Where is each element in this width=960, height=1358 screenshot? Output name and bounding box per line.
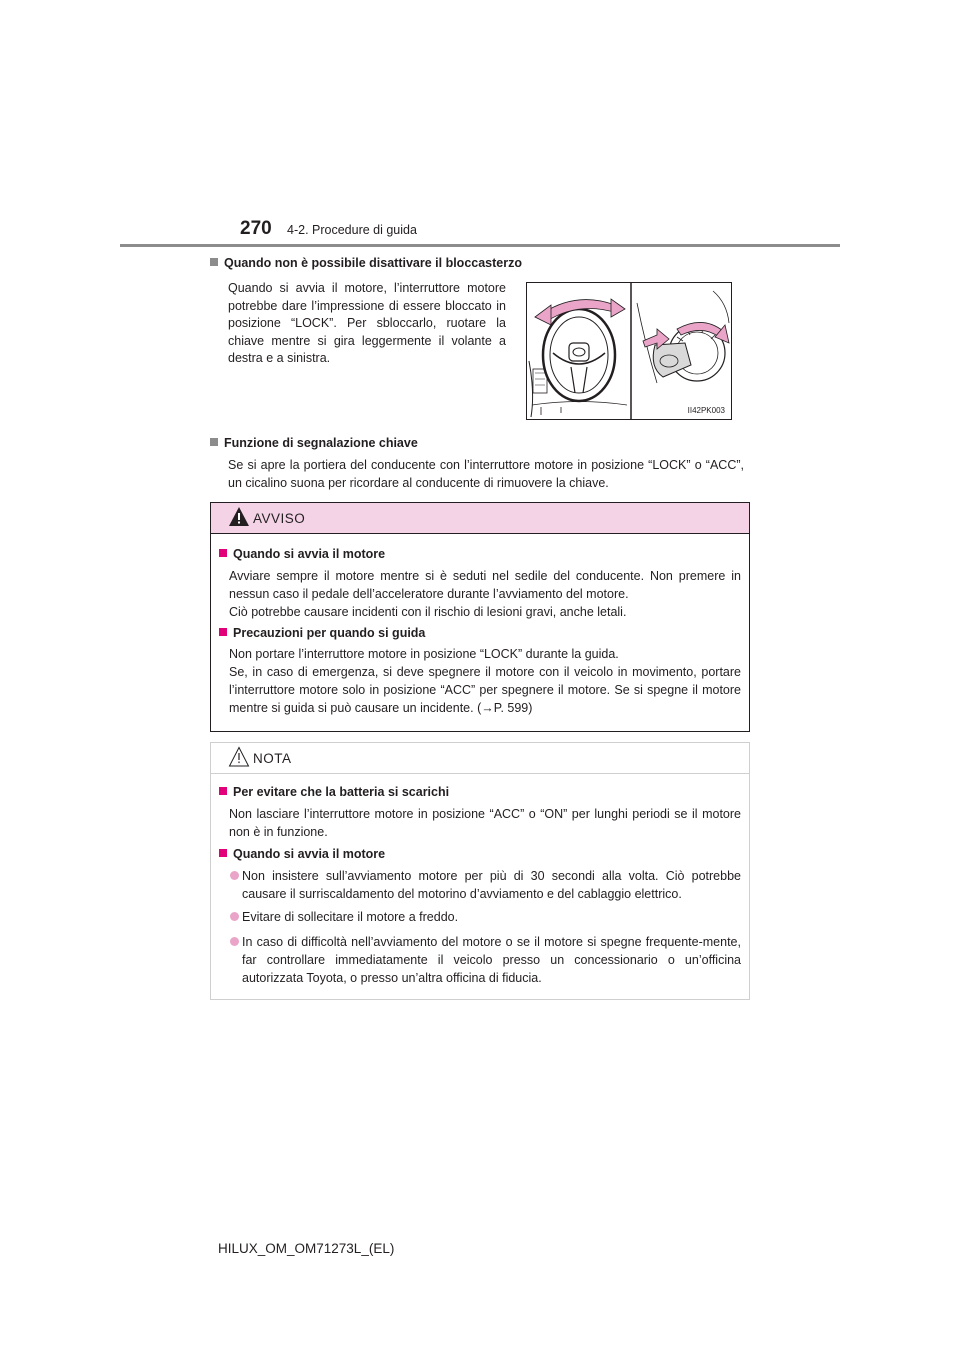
warning-item2-heading-text: Precauzioni per quando si guida [233, 626, 426, 640]
note-bullet-item [219, 933, 741, 987]
note-title: NOTA [253, 751, 292, 766]
warning-header [211, 503, 749, 534]
figure-code: II42PK003 [687, 406, 725, 415]
note-item2-heading-text: Quando si avvia il motore [233, 847, 386, 861]
square-bullet-icon [219, 849, 227, 857]
key-reminder-paragraph: Se si apre la portiera del conducente con l’interruttore motore in posizione “LOCK” o “ACC”, un cicalino suona per ricordare al conducente di rimuovere la chiave. [228, 458, 744, 490]
warning-item2-heading [219, 626, 425, 640]
note-bullet-item [219, 908, 741, 926]
caution-triangle-icon [228, 746, 250, 768]
header-rule [120, 244, 840, 247]
round-bullet-icon [230, 871, 239, 880]
warning-box [210, 502, 750, 732]
note-item2-heading [219, 847, 385, 861]
note-header [211, 743, 749, 774]
note-item1-text: Non lasciare l’interruttore motore in posizione “ACC” o “ON” per lunghi periodi se il motore non è in funzione. [229, 807, 741, 839]
note-item1-heading-text: Per evitare che la batteria si scarichi [233, 785, 450, 799]
note-item1-heading [219, 785, 449, 799]
square-bullet-icon [219, 549, 227, 557]
note-bullet-text: Evitare di sollecitare il motore a freddo. [242, 910, 459, 924]
heading-steering-lock-text: Quando non è possibile disattivare il bloccasterzo [224, 256, 522, 270]
heading-key-reminder [210, 436, 418, 450]
heading-steering-lock [210, 256, 522, 270]
note-bullet-item [219, 867, 741, 903]
warning-item1-heading-text: Quando si avvia il motore [233, 547, 386, 561]
round-bullet-icon [230, 912, 239, 921]
note-bullet-text: In caso di difficoltà nell’avviamento del motore o se il motore si spegne frequente-mente, far controllare immediatamente il veicolo presso un concessionario o un’officina autorizzata Toyota, o presso un’altra officina di fiducia. [242, 935, 741, 985]
warning-triangle-icon [228, 506, 250, 528]
section-title: 4-2. Procedure di guida [287, 223, 417, 237]
square-bullet-icon [210, 438, 218, 446]
note-box [210, 742, 750, 1000]
warning-item1-text2: Ciò potrebbe causare incidenti con il rischio di lesioni gravi, anche letali. [229, 605, 627, 619]
square-bullet-icon [219, 628, 227, 636]
steering-lock-paragraph: Quando si avvia il motore, l’interruttore motore potrebbe dare l’impressione di essere bloccato in posizione “LOCK”. Per sbloccarlo, ruotare la chiave mentre si gira leggermente il volante a destra e a sinistra. [228, 281, 506, 365]
round-bullet-icon [230, 937, 239, 946]
steering-wheel-key-illustration-drawing [527, 283, 732, 420]
warning-item1-heading [219, 547, 385, 561]
document-code: HILUX_OM_OM71273L_(EL) [218, 1241, 395, 1256]
warning-item2-text2: Se, in caso di emergenza, si deve spegnere il motore con il veicolo in movimento, portare l’interruttore motore solo in posizione “ACC” per spegnere il motore. Se si spegne il motore mentre si guida si può causare un incidente. (→P. 599) [229, 665, 741, 715]
heading-key-reminder-text: Funzione di segnalazione chiave [224, 436, 418, 450]
page-number: 270 [240, 218, 272, 239]
square-bullet-icon [210, 258, 218, 266]
warning-item2-text: Non portare l’interruttore motore in posizione “LOCK” durante la guida. [229, 647, 619, 661]
note-bullet-text: Non insistere sull’avviamento motore per più di 30 secondi alla volta. Ciò potrebbe causare il surriscaldamento del motorino d’avviamento e del cablaggio elettrico. [242, 869, 741, 901]
warning-item1-text: Avviare sempre il motore mentre si è seduti nel sedile del conducente. Non premere in nessun caso il pedale dell’acceleratore durante l’avviamento del motore. [229, 569, 741, 601]
warning-title: AVVISO [253, 511, 306, 526]
square-bullet-icon [219, 787, 227, 795]
steering-wheel-key-illustration [526, 282, 732, 420]
